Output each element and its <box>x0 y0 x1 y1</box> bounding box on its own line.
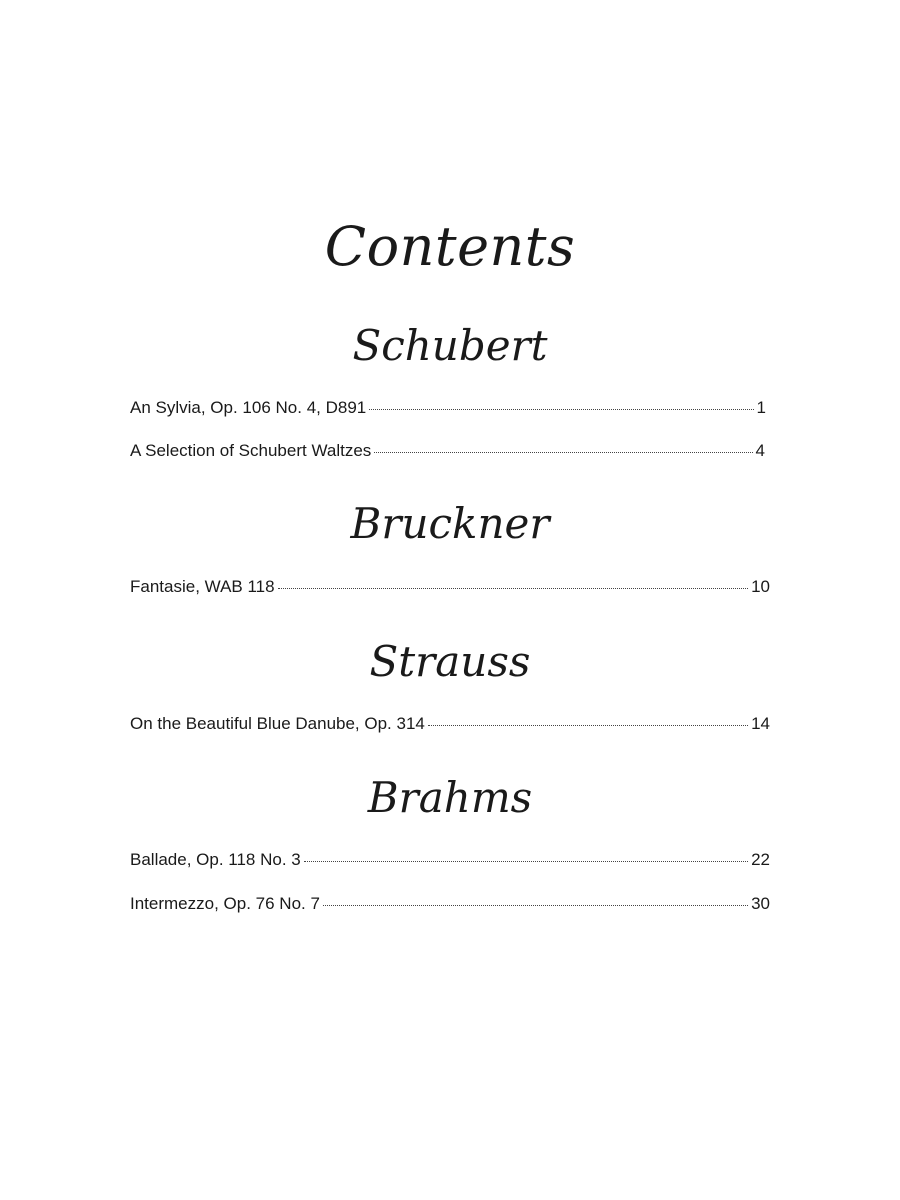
toc-entry-page: 22 <box>751 850 770 869</box>
dot-leader <box>278 588 749 589</box>
toc-entry-page: 10 <box>751 577 770 596</box>
toc-entry-page: 30 <box>751 894 770 913</box>
toc-entry-title: Intermezzo, Op. 76 No. 7 <box>130 894 320 913</box>
dot-leader <box>369 409 753 410</box>
page-title: Contents <box>324 215 576 278</box>
dot-leader <box>323 905 748 906</box>
toc-entry[interactable] <box>130 892 770 916</box>
composer-heading-bruckner: Bruckner <box>350 499 550 548</box>
dot-leader <box>374 452 752 453</box>
toc-entry-page: 14 <box>751 714 770 733</box>
toc-entry-title: On the Beautiful Blue Danube, Op. 314 <box>130 714 425 733</box>
toc-entry-title: Fantasie, WAB 118 <box>130 577 275 596</box>
toc-entry[interactable] <box>130 712 770 736</box>
toc-entry-title: An Sylvia, Op. 106 No. 4, D891 <box>130 398 367 417</box>
toc-entry-title: Ballade, Op. 118 No. 3 <box>130 850 301 869</box>
composer-heading-schubert: Schubert <box>352 321 548 370</box>
composer-heading-brahms: Brahms <box>367 773 533 822</box>
composer-heading-strauss: Strauss <box>369 637 531 686</box>
toc-entry[interactable] <box>130 396 766 420</box>
toc-entry-page: 1 <box>756 398 766 417</box>
toc-entry[interactable] <box>130 439 765 463</box>
toc-entry-page: 4 <box>755 441 765 460</box>
dot-leader <box>304 861 748 862</box>
toc-entry[interactable] <box>130 575 770 599</box>
toc-entry-title: A Selection of Schubert Waltzes <box>130 441 372 460</box>
dot-leader <box>428 725 748 726</box>
toc-entry[interactable] <box>130 848 770 872</box>
